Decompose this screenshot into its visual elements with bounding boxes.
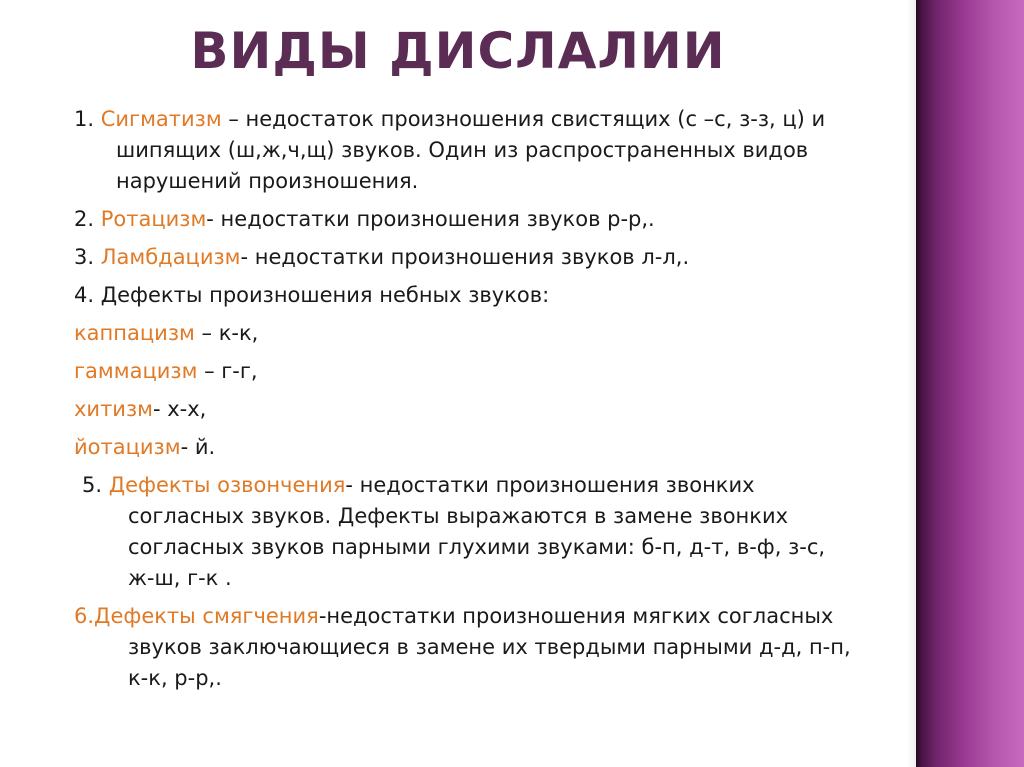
list-item-kappacism bbox=[74, 318, 854, 349]
item-number: 2. bbox=[74, 207, 101, 231]
item-text: -недостатки произношения мягких согласных звуков заключающиеся в замене их твердыми парными д-д, п-п, к-к, р-р,. bbox=[128, 604, 851, 690]
item-text: – к-к, bbox=[194, 321, 259, 345]
slide-title: ВИДЫ ДИСЛАЛИИ bbox=[190, 22, 726, 80]
item-text: Дефекты произношения небных звуков: bbox=[100, 283, 550, 307]
list-item-sigmatism bbox=[74, 104, 854, 197]
list-item-rotacism bbox=[74, 204, 854, 235]
list-item-hitism bbox=[74, 394, 854, 425]
item-term: йотацизм bbox=[74, 435, 181, 459]
item-term: Сигматизм bbox=[100, 107, 222, 131]
list-item-softening-defects bbox=[74, 601, 854, 694]
item-text: – г-г, bbox=[197, 359, 258, 383]
item-number: 1. bbox=[74, 107, 101, 131]
list-item-iotacism bbox=[74, 432, 854, 463]
item-term: Ротацизм bbox=[100, 207, 207, 231]
item-term: 6.Дефекты смягчения bbox=[74, 604, 319, 628]
item-term: каппацизм bbox=[74, 321, 195, 345]
item-text: - й. bbox=[180, 435, 216, 459]
item-number: 3. bbox=[74, 245, 101, 269]
item-number: 4. bbox=[74, 283, 101, 307]
item-term: гаммацизм bbox=[74, 359, 198, 383]
slide-content bbox=[74, 104, 854, 701]
item-term: Ламбдацизм bbox=[100, 245, 241, 269]
decorative-side-band bbox=[916, 0, 1024, 767]
item-term: Дефекты озвончения bbox=[108, 473, 346, 497]
item-text: - недостатки произношения звуков л-л,. bbox=[240, 245, 690, 269]
item-text: - недостатки произношения звуков р-р,. bbox=[206, 207, 655, 231]
list-item-palatal-defects bbox=[74, 280, 854, 311]
item-text: - х-х, bbox=[152, 397, 207, 421]
list-item-voicing-defects bbox=[74, 470, 854, 594]
item-term: хитизм bbox=[74, 397, 153, 421]
item-number: 5. bbox=[82, 473, 109, 497]
item-text: - недостатки произношения звонких согласных звуков. Дефекты выражаются в замене звонких согласных звуков парными глухими звуками: б-п, д-т, в-ф, з-с, ж-ш, г-к . bbox=[128, 473, 826, 590]
item-text: – недостаток произношения свистящих (с –с, з-з, ц) и шипящих (ш,ж,ч,щ) звуков. Один из распространенных видов нарушений произношения. bbox=[116, 107, 826, 193]
list-item-lambdacism bbox=[74, 242, 854, 273]
list-item-gammacism bbox=[74, 356, 854, 387]
slide-edge-shadow bbox=[906, 0, 916, 767]
